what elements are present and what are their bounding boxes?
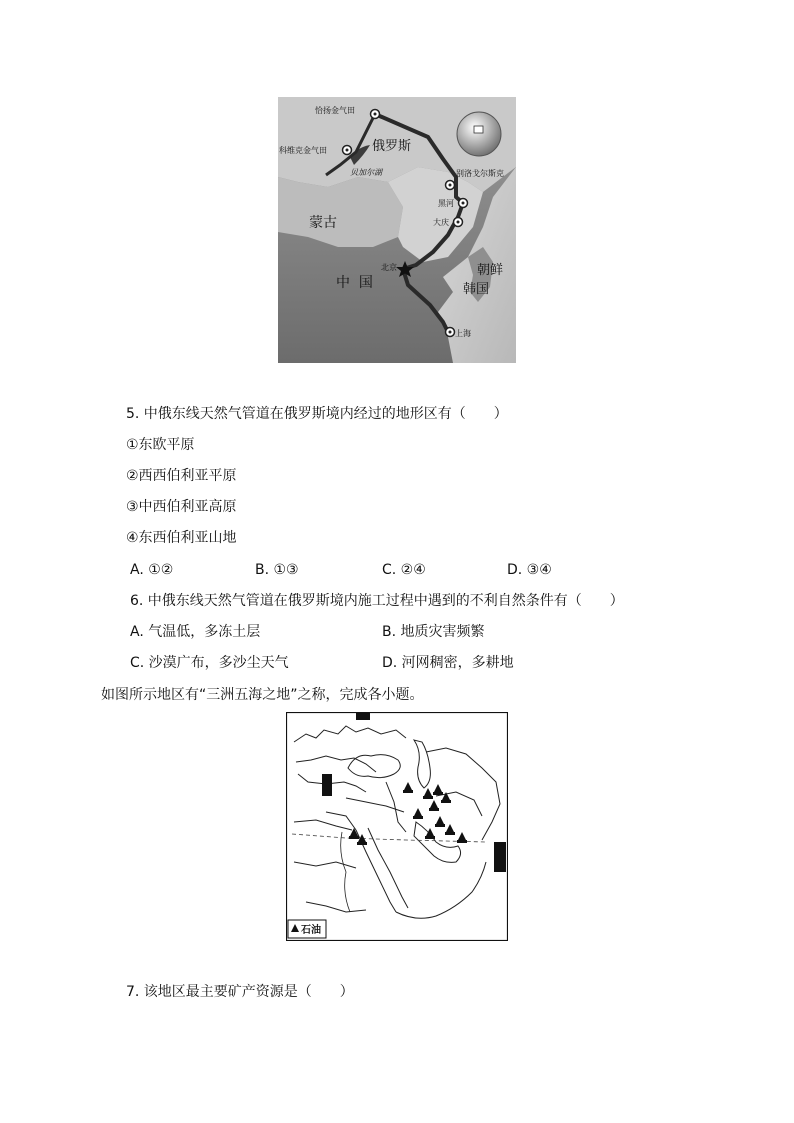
q5-item-2: ②西西伯利亚平原	[126, 468, 237, 484]
q7-stem: 7. 该地区最主要矿产资源是（ ）	[126, 984, 354, 1000]
label-bieluo: 别洛戈尔斯克	[456, 169, 504, 178]
q6-stem: 6. 中俄东线天然气管道在俄罗斯境内施工过程中遇到的不利自然条件有（ ）	[130, 593, 624, 609]
q5-item-1: ①东欧平原	[126, 437, 195, 453]
label-beijing: 北京	[381, 263, 397, 272]
legend-label: 石油	[301, 925, 321, 936]
pipeline-map	[278, 97, 516, 363]
q6-option-b[interactable]: B. 地质灾害频繁	[382, 624, 485, 640]
section-intro: 如图所示地区有“三洲五海之地”之称，完成各小题。	[101, 687, 424, 703]
label-heihe: 黑河	[438, 199, 454, 208]
label-russia: 俄罗斯	[372, 139, 412, 154]
globe-icon	[457, 112, 501, 156]
q6-option-c[interactable]: C. 沙漠广布，多沙尘天气	[130, 655, 289, 671]
label-korea-north: 朝鲜	[477, 263, 504, 278]
q6-option-d[interactable]: D. 河网稠密，多耕地	[382, 655, 514, 671]
black-sea-mark	[356, 712, 370, 720]
mediterranean-mark	[322, 774, 332, 796]
label-baikal: 贝加尔湖	[350, 168, 382, 177]
q5-option-d[interactable]: D. ③④	[507, 562, 552, 578]
pipeline-map-svg	[278, 97, 516, 363]
map-frame	[287, 713, 508, 941]
label-daqing: 大庆	[433, 218, 449, 227]
q5-option-b[interactable]: B. ①③	[255, 562, 299, 578]
middle-east-map	[286, 712, 508, 941]
label-mongolia: 蒙古	[309, 215, 337, 231]
label-china: 中 国	[336, 275, 373, 291]
q5-option-a[interactable]: A. ①②	[130, 562, 174, 578]
arabian-sea-mark	[494, 842, 506, 872]
label-shanghai: 上海	[455, 329, 471, 338]
q5-option-c[interactable]: C. ②④	[382, 562, 426, 578]
label-qiayang: 恰扬金气田	[315, 106, 355, 115]
middle-east-map-svg	[286, 712, 508, 941]
label-korea-south: 韩国	[463, 282, 490, 297]
q6-option-a[interactable]: A. 气温低，多冻土层	[130, 624, 261, 640]
label-kewei: 科维克金气田	[279, 146, 327, 155]
q5-item-4: ④东西伯利亚山地	[126, 530, 237, 546]
globe-highlight	[474, 126, 483, 133]
q5-stem: 5. 中俄东线天然气管道在俄罗斯境内经过的地形区有（ ）	[126, 406, 508, 422]
q5-item-3: ③中西伯利亚高原	[126, 499, 237, 515]
